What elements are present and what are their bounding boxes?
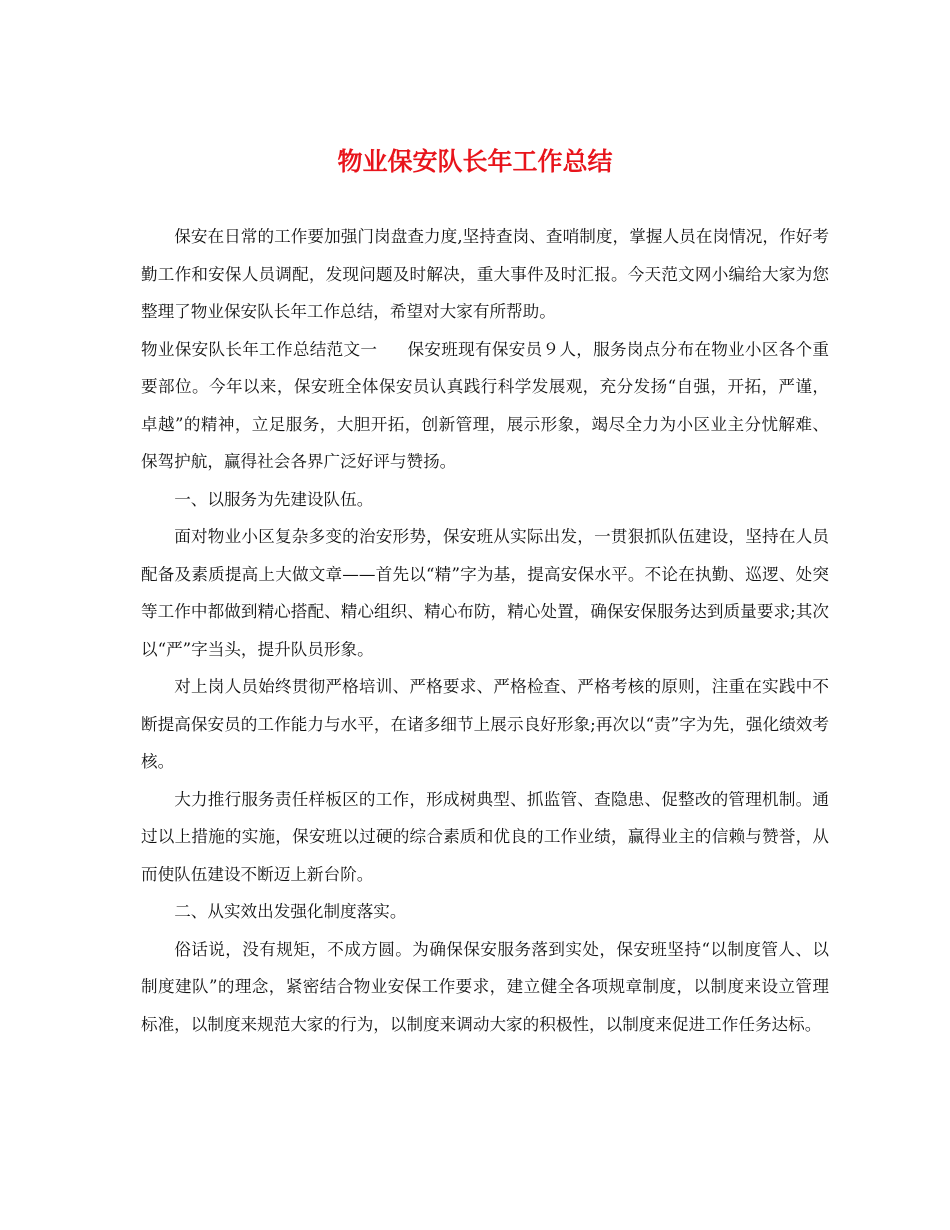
section2-heading: 二、从实效出发强化制度落实。	[174, 902, 407, 921]
section1-paragraph-3: 大力推行服务责任样板区的工作，形成树典型、抓监管、查隐患、促整改的管理机制。通过以上措施的实施，保安班以过硬的综合素质和优良的工作业绩，赢得业主的信赖与赞誉，从而使队伍建设不断迈上新台阶。	[141, 789, 829, 884]
section1-paragraph-1: 面对物业小区复杂多变的治安形势，保安班从实际出发，一贯狠抓队伍建设，坚持在人员配备及素质提高上大做文章——首先以“精”字为基，提高安保水平。不论在执勤、巡逻、处突等工作中都做到精心搭配、精心组织、精心布防，精心处置，确保安保服务达到质量要求;其次以“严”字当头，提升队员形象。	[141, 527, 829, 659]
sample-paragraph	[141, 331, 829, 481]
sample-opening: 保安班现有保安员９人，服务岗点分布在物业小区各个重要部位。今年以来，保安班全体保安员认真践行科学发展观，充分发扬“自强，开拓，严谨，卓越”的精神，立足服务，大胆开拓，创新管理，展示形象，竭尽全力为小区业主分忧解难、保驾护航，赢得社会各界广泛好评与赞扬。	[141, 339, 830, 471]
document-body	[141, 218, 829, 1043]
section2-paragraph-1: 俗话说，没有规矩，不成方圆。为确保保安服务落到实处，保安班坚持“以制度管人、以制度建队”的理念，紧密结合物业安保工作要求，建立健全各项规章制度，以制度来设立管理标准，以制度来规范大家的行为，以制度来调动大家的积极性，以制度来促进工作任务达标。	[141, 939, 829, 1034]
section1-heading: 一、以服务为先建设队伍。	[174, 489, 374, 509]
intro-paragraph: 保安在日常的工作要加强门岗盘查力度,坚持查岗、查哨制度，掌握人员在岗情况，作好考勤工作和安保人员调配，发现问题及时解决，重大事件及时汇报。今天范文网小编给大家为您整理了物业保安队长年工作总结，希望对大家有所帮助。	[141, 227, 829, 321]
sample-heading: 物业保安队长年工作总结范文一	[141, 339, 378, 359]
document-title: 物业保安队长年工作总结	[337, 147, 613, 176]
section1-paragraph-2: 对上岗人员始终贯彻严格培训、严格要求、严格检查、严格考核的原则，注重在实践中不断提高保安员的工作能力与水平，在诸多细节上展示良好形象;再次以“责”字为先，强化绩效考核。	[141, 677, 829, 771]
